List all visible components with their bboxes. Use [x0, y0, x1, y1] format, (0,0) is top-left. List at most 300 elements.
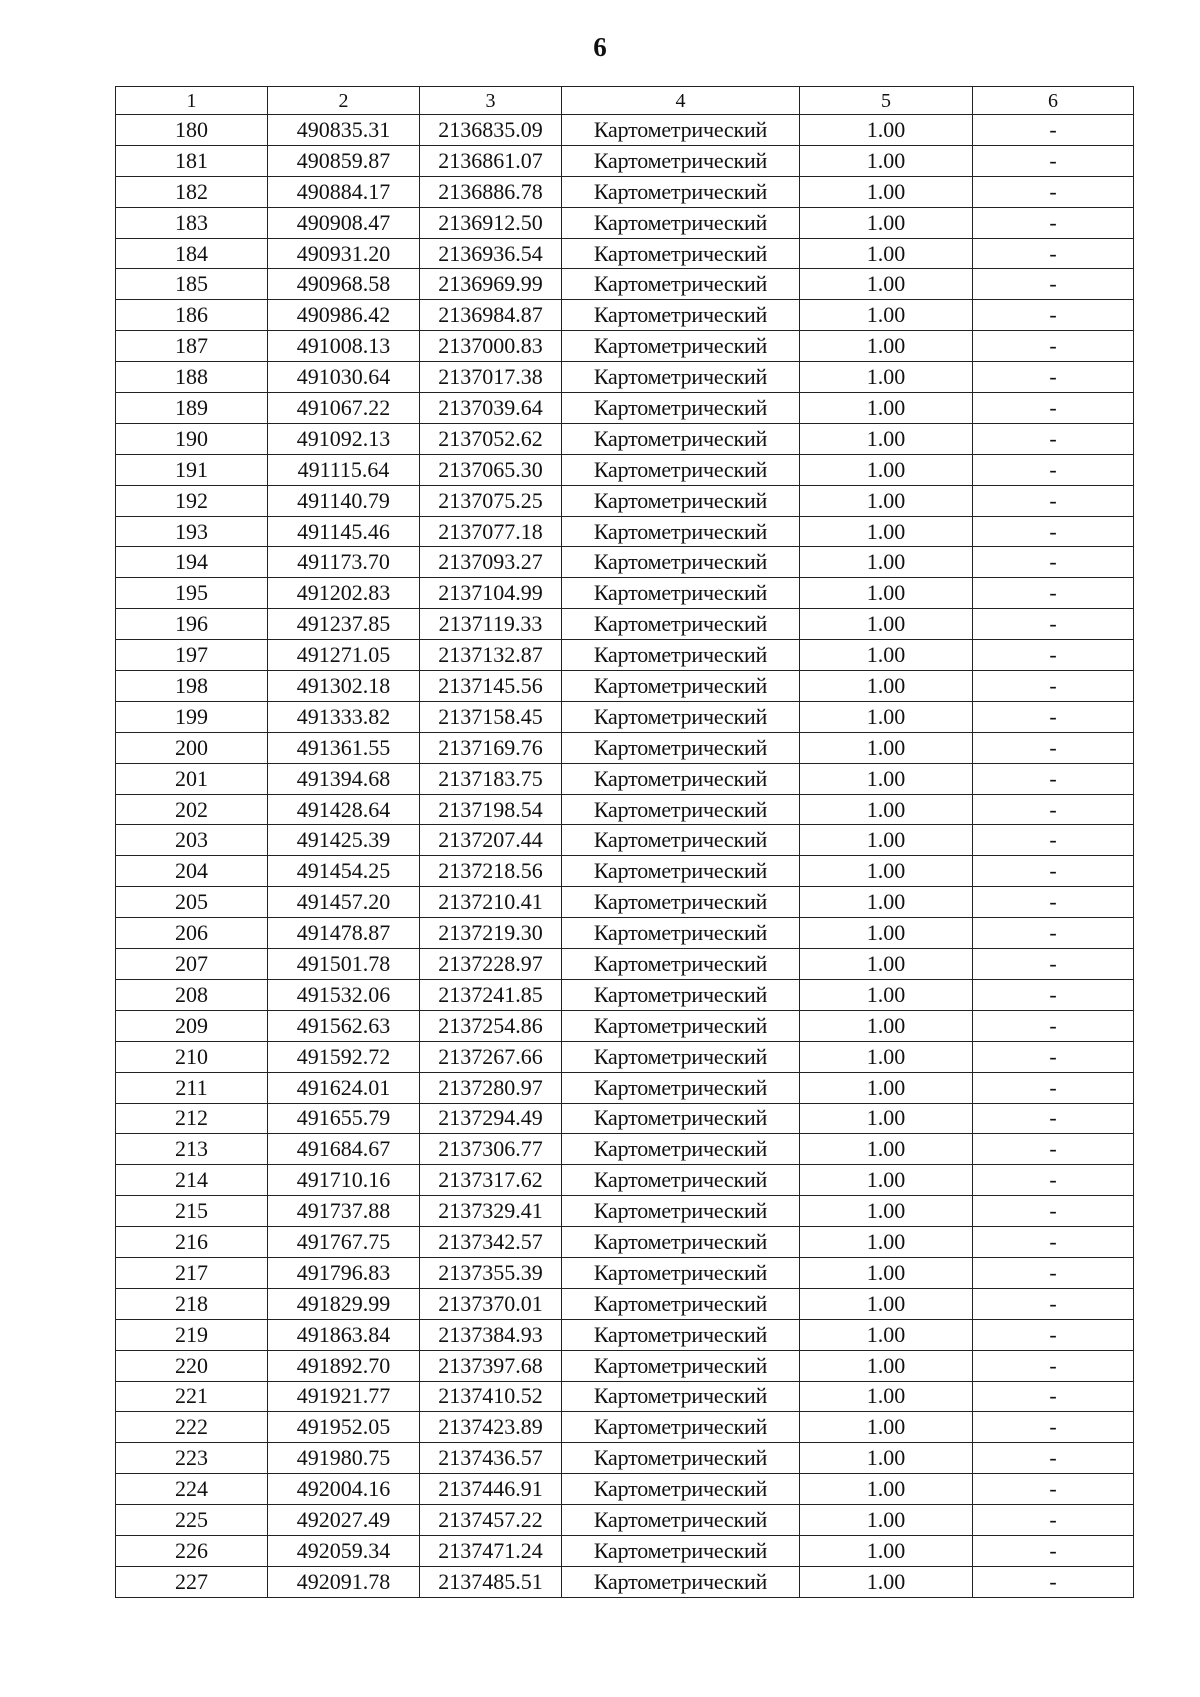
- note-cell: -: [973, 145, 1134, 176]
- note-cell: -: [973, 825, 1134, 856]
- y-coordinate-cell: 2137145.56: [420, 671, 562, 702]
- point-number-cell: 190: [116, 423, 268, 454]
- method-cell: Картометрический: [562, 1196, 800, 1227]
- note-cell: -: [973, 393, 1134, 424]
- table-row: [116, 115, 1134, 146]
- accuracy-cell: 1.00: [800, 1134, 973, 1165]
- note-cell: -: [973, 1010, 1134, 1041]
- x-coordinate-cell: 491655.79: [268, 1103, 420, 1134]
- point-number-cell: 193: [116, 516, 268, 547]
- x-coordinate-cell: 491710.16: [268, 1165, 420, 1196]
- table-row: [116, 207, 1134, 238]
- x-coordinate-cell: 491980.75: [268, 1443, 420, 1474]
- note-cell: -: [973, 1227, 1134, 1258]
- y-coordinate-cell: 2136912.50: [420, 207, 562, 238]
- table-row: [116, 269, 1134, 300]
- point-number-cell: 220: [116, 1350, 268, 1381]
- table-row: [116, 825, 1134, 856]
- table-row: [116, 794, 1134, 825]
- note-cell: -: [973, 979, 1134, 1010]
- table-row: [116, 918, 1134, 949]
- method-cell: Картометрический: [562, 1474, 800, 1505]
- table-header: [116, 87, 1134, 115]
- header-col-5: 5: [800, 87, 973, 115]
- note-cell: -: [973, 300, 1134, 331]
- y-coordinate-cell: 2137485.51: [420, 1566, 562, 1597]
- x-coordinate-cell: 490908.47: [268, 207, 420, 238]
- header-col-2: 2: [268, 87, 420, 115]
- note-cell: -: [973, 1381, 1134, 1412]
- table-body: [116, 115, 1134, 1598]
- point-number-cell: 223: [116, 1443, 268, 1474]
- x-coordinate-cell: 491737.88: [268, 1196, 420, 1227]
- page-number: 6: [593, 32, 607, 62]
- point-number-cell: 184: [116, 238, 268, 269]
- accuracy-cell: 1.00: [800, 1350, 973, 1381]
- x-coordinate-cell: 491140.79: [268, 485, 420, 516]
- accuracy-cell: 1.00: [800, 1288, 973, 1319]
- table-row: [116, 145, 1134, 176]
- note-cell: -: [973, 485, 1134, 516]
- table-row: [116, 1010, 1134, 1041]
- point-number-cell: 186: [116, 300, 268, 331]
- note-cell: -: [973, 949, 1134, 980]
- x-coordinate-cell: 491457.20: [268, 887, 420, 918]
- accuracy-cell: 1.00: [800, 362, 973, 393]
- point-number-cell: 198: [116, 671, 268, 702]
- accuracy-cell: 1.00: [800, 856, 973, 887]
- x-coordinate-cell: 491684.67: [268, 1134, 420, 1165]
- x-coordinate-cell: 491428.64: [268, 794, 420, 825]
- x-coordinate-cell: 491952.05: [268, 1412, 420, 1443]
- method-cell: Картометрический: [562, 1350, 800, 1381]
- accuracy-cell: 1.00: [800, 794, 973, 825]
- y-coordinate-cell: 2136969.99: [420, 269, 562, 300]
- note-cell: -: [973, 609, 1134, 640]
- header-col-4: 4: [562, 87, 800, 115]
- table-row: [116, 578, 1134, 609]
- note-cell: -: [973, 732, 1134, 763]
- y-coordinate-cell: 2137457.22: [420, 1505, 562, 1536]
- table-row: [116, 1350, 1134, 1381]
- table-row: [116, 979, 1134, 1010]
- point-number-cell: 204: [116, 856, 268, 887]
- note-cell: -: [973, 1505, 1134, 1536]
- y-coordinate-cell: 2136861.07: [420, 145, 562, 176]
- x-coordinate-cell: 490859.87: [268, 145, 420, 176]
- method-cell: Картометрический: [562, 825, 800, 856]
- note-cell: -: [973, 1566, 1134, 1597]
- x-coordinate-cell: 491145.46: [268, 516, 420, 547]
- y-coordinate-cell: 2137317.62: [420, 1165, 562, 1196]
- point-number-cell: 212: [116, 1103, 268, 1134]
- table-row: [116, 732, 1134, 763]
- y-coordinate-cell: 2137228.97: [420, 949, 562, 980]
- point-number-cell: 208: [116, 979, 268, 1010]
- x-coordinate-cell: 491067.22: [268, 393, 420, 424]
- point-number-cell: 203: [116, 825, 268, 856]
- x-coordinate-cell: 492027.49: [268, 1505, 420, 1536]
- method-cell: Картометрический: [562, 1257, 800, 1288]
- point-number-cell: 201: [116, 763, 268, 794]
- note-cell: -: [973, 269, 1134, 300]
- accuracy-cell: 1.00: [800, 1505, 973, 1536]
- method-cell: Картометрический: [562, 640, 800, 671]
- note-cell: -: [973, 516, 1134, 547]
- y-coordinate-cell: 2137342.57: [420, 1227, 562, 1258]
- point-number-cell: 202: [116, 794, 268, 825]
- note-cell: -: [973, 1474, 1134, 1505]
- table-row: [116, 454, 1134, 485]
- accuracy-cell: 1.00: [800, 145, 973, 176]
- method-cell: Картометрический: [562, 732, 800, 763]
- note-cell: -: [973, 794, 1134, 825]
- accuracy-cell: 1.00: [800, 176, 973, 207]
- table-row: [116, 1319, 1134, 1350]
- point-number-cell: 189: [116, 393, 268, 424]
- accuracy-cell: 1.00: [800, 1566, 973, 1597]
- point-number-cell: 225: [116, 1505, 268, 1536]
- y-coordinate-cell: 2137052.62: [420, 423, 562, 454]
- table-row: [116, 238, 1134, 269]
- table-row: [116, 640, 1134, 671]
- note-cell: -: [973, 1319, 1134, 1350]
- y-coordinate-cell: 2137075.25: [420, 485, 562, 516]
- table-row: [116, 1196, 1134, 1227]
- method-cell: Картометрический: [562, 1288, 800, 1319]
- method-cell: Картометрический: [562, 1227, 800, 1258]
- x-coordinate-cell: 492059.34: [268, 1535, 420, 1566]
- x-coordinate-cell: 490986.42: [268, 300, 420, 331]
- x-coordinate-cell: 490931.20: [268, 238, 420, 269]
- table-row: [116, 763, 1134, 794]
- x-coordinate-cell: 491829.99: [268, 1288, 420, 1319]
- accuracy-cell: 1.00: [800, 1381, 973, 1412]
- point-number-cell: 182: [116, 176, 268, 207]
- method-cell: Картометрический: [562, 578, 800, 609]
- method-cell: Картометрический: [562, 1103, 800, 1134]
- accuracy-cell: 1.00: [800, 207, 973, 238]
- y-coordinate-cell: 2137254.86: [420, 1010, 562, 1041]
- y-coordinate-cell: 2137132.87: [420, 640, 562, 671]
- table-row: [116, 1443, 1134, 1474]
- x-coordinate-cell: 491592.72: [268, 1041, 420, 1072]
- header-col-3: 3: [420, 87, 562, 115]
- point-number-cell: 214: [116, 1165, 268, 1196]
- note-cell: -: [973, 1350, 1134, 1381]
- table-row: [116, 547, 1134, 578]
- y-coordinate-cell: 2137198.54: [420, 794, 562, 825]
- x-coordinate-cell: 491863.84: [268, 1319, 420, 1350]
- note-cell: -: [973, 1196, 1134, 1227]
- accuracy-cell: 1.00: [800, 1196, 973, 1227]
- table-row: [116, 1072, 1134, 1103]
- note-cell: -: [973, 1072, 1134, 1103]
- table-row: [116, 300, 1134, 331]
- accuracy-cell: 1.00: [800, 115, 973, 146]
- x-coordinate-cell: 491921.77: [268, 1381, 420, 1412]
- method-cell: Картометрический: [562, 1566, 800, 1597]
- header-col-1: 1: [116, 87, 268, 115]
- accuracy-cell: 1.00: [800, 423, 973, 454]
- note-cell: -: [973, 1288, 1134, 1319]
- y-coordinate-cell: 2137017.38: [420, 362, 562, 393]
- x-coordinate-cell: 491796.83: [268, 1257, 420, 1288]
- accuracy-cell: 1.00: [800, 918, 973, 949]
- table-row: [116, 331, 1134, 362]
- table-row: [116, 393, 1134, 424]
- method-cell: Картометрический: [562, 300, 800, 331]
- point-number-cell: 222: [116, 1412, 268, 1443]
- y-coordinate-cell: 2137183.75: [420, 763, 562, 794]
- method-cell: Картометрический: [562, 331, 800, 362]
- method-cell: Картометрический: [562, 269, 800, 300]
- x-coordinate-cell: 491361.55: [268, 732, 420, 763]
- note-cell: -: [973, 671, 1134, 702]
- note-cell: -: [973, 207, 1134, 238]
- y-coordinate-cell: 2137423.89: [420, 1412, 562, 1443]
- point-number-cell: 209: [116, 1010, 268, 1041]
- x-coordinate-cell: 491030.64: [268, 362, 420, 393]
- table-row: [116, 1227, 1134, 1258]
- note-cell: -: [973, 423, 1134, 454]
- table-row: [116, 949, 1134, 980]
- method-cell: Картометрический: [562, 1412, 800, 1443]
- y-coordinate-cell: 2137104.99: [420, 578, 562, 609]
- y-coordinate-cell: 2137119.33: [420, 609, 562, 640]
- x-coordinate-cell: 491478.87: [268, 918, 420, 949]
- method-cell: Картометрический: [562, 609, 800, 640]
- x-coordinate-cell: 491532.06: [268, 979, 420, 1010]
- table-row: [116, 1381, 1134, 1412]
- x-coordinate-cell: 491333.82: [268, 701, 420, 732]
- accuracy-cell: 1.00: [800, 485, 973, 516]
- x-coordinate-cell: 491892.70: [268, 1350, 420, 1381]
- table-row: [116, 1165, 1134, 1196]
- point-number-cell: 219: [116, 1319, 268, 1350]
- point-number-cell: 218: [116, 1288, 268, 1319]
- y-coordinate-cell: 2137241.85: [420, 979, 562, 1010]
- x-coordinate-cell: 492091.78: [268, 1566, 420, 1597]
- accuracy-cell: 1.00: [800, 300, 973, 331]
- accuracy-cell: 1.00: [800, 979, 973, 1010]
- accuracy-cell: 1.00: [800, 547, 973, 578]
- accuracy-cell: 1.00: [800, 1072, 973, 1103]
- table-row: [116, 856, 1134, 887]
- x-coordinate-cell: 491115.64: [268, 454, 420, 485]
- method-cell: Картометрический: [562, 949, 800, 980]
- accuracy-cell: 1.00: [800, 516, 973, 547]
- note-cell: -: [973, 1412, 1134, 1443]
- method-cell: Картометрический: [562, 763, 800, 794]
- note-cell: -: [973, 1443, 1134, 1474]
- point-number-cell: 192: [116, 485, 268, 516]
- x-coordinate-cell: 490835.31: [268, 115, 420, 146]
- method-cell: Картометрический: [562, 1535, 800, 1566]
- point-number-cell: 199: [116, 701, 268, 732]
- y-coordinate-cell: 2137410.52: [420, 1381, 562, 1412]
- method-cell: Картометрический: [562, 176, 800, 207]
- accuracy-cell: 1.00: [800, 1474, 973, 1505]
- note-cell: -: [973, 331, 1134, 362]
- accuracy-cell: 1.00: [800, 1041, 973, 1072]
- accuracy-cell: 1.00: [800, 454, 973, 485]
- note-cell: -: [973, 547, 1134, 578]
- point-number-cell: 191: [116, 454, 268, 485]
- y-coordinate-cell: 2137370.01: [420, 1288, 562, 1319]
- note-cell: -: [973, 1041, 1134, 1072]
- note-cell: -: [973, 176, 1134, 207]
- table-row: [116, 516, 1134, 547]
- note-cell: -: [973, 701, 1134, 732]
- y-coordinate-cell: 2137093.27: [420, 547, 562, 578]
- point-number-cell: 200: [116, 732, 268, 763]
- accuracy-cell: 1.00: [800, 825, 973, 856]
- method-cell: Картометрический: [562, 362, 800, 393]
- accuracy-cell: 1.00: [800, 1103, 973, 1134]
- point-number-cell: 224: [116, 1474, 268, 1505]
- point-number-cell: 181: [116, 145, 268, 176]
- note-cell: -: [973, 1165, 1134, 1196]
- method-cell: Картометрический: [562, 1072, 800, 1103]
- x-coordinate-cell: 491237.85: [268, 609, 420, 640]
- point-number-cell: 217: [116, 1257, 268, 1288]
- note-cell: -: [973, 115, 1134, 146]
- x-coordinate-cell: 491092.13: [268, 423, 420, 454]
- accuracy-cell: 1.00: [800, 1010, 973, 1041]
- table-row: [116, 1288, 1134, 1319]
- method-cell: Картометрический: [562, 207, 800, 238]
- point-number-cell: 207: [116, 949, 268, 980]
- accuracy-cell: 1.00: [800, 1257, 973, 1288]
- table-row: [116, 887, 1134, 918]
- method-cell: Картометрический: [562, 794, 800, 825]
- x-coordinate-cell: 490884.17: [268, 176, 420, 207]
- point-number-cell: 197: [116, 640, 268, 671]
- point-number-cell: 195: [116, 578, 268, 609]
- accuracy-cell: 1.00: [800, 887, 973, 918]
- method-cell: Картометрический: [562, 1443, 800, 1474]
- point-number-cell: 206: [116, 918, 268, 949]
- x-coordinate-cell: 491302.18: [268, 671, 420, 702]
- accuracy-cell: 1.00: [800, 949, 973, 980]
- x-coordinate-cell: 491271.05: [268, 640, 420, 671]
- point-number-cell: 221: [116, 1381, 268, 1412]
- header-col-6: 6: [973, 87, 1134, 115]
- accuracy-cell: 1.00: [800, 671, 973, 702]
- accuracy-cell: 1.00: [800, 732, 973, 763]
- x-coordinate-cell: 491454.25: [268, 856, 420, 887]
- y-coordinate-cell: 2137065.30: [420, 454, 562, 485]
- table-row: [116, 423, 1134, 454]
- note-cell: -: [973, 1535, 1134, 1566]
- method-cell: Картометрический: [562, 423, 800, 454]
- x-coordinate-cell: 491425.39: [268, 825, 420, 856]
- x-coordinate-cell: 491202.83: [268, 578, 420, 609]
- method-cell: Картометрический: [562, 238, 800, 269]
- accuracy-cell: 1.00: [800, 1319, 973, 1350]
- x-coordinate-cell: 491562.63: [268, 1010, 420, 1041]
- y-coordinate-cell: 2137000.83: [420, 331, 562, 362]
- note-cell: -: [973, 578, 1134, 609]
- note-cell: -: [973, 640, 1134, 671]
- y-coordinate-cell: 2137267.66: [420, 1041, 562, 1072]
- method-cell: Картометрический: [562, 856, 800, 887]
- method-cell: Картометрический: [562, 547, 800, 578]
- table-row: [116, 362, 1134, 393]
- method-cell: Картометрический: [562, 485, 800, 516]
- method-cell: Картометрический: [562, 1505, 800, 1536]
- table-row: [116, 1412, 1134, 1443]
- x-coordinate-cell: 491394.68: [268, 763, 420, 794]
- accuracy-cell: 1.00: [800, 609, 973, 640]
- point-number-cell: 215: [116, 1196, 268, 1227]
- accuracy-cell: 1.00: [800, 640, 973, 671]
- note-cell: -: [973, 454, 1134, 485]
- accuracy-cell: 1.00: [800, 701, 973, 732]
- method-cell: Картометрический: [562, 979, 800, 1010]
- accuracy-cell: 1.00: [800, 269, 973, 300]
- x-coordinate-cell: 491173.70: [268, 547, 420, 578]
- y-coordinate-cell: 2137306.77: [420, 1134, 562, 1165]
- y-coordinate-cell: 2137039.64: [420, 393, 562, 424]
- point-number-cell: 194: [116, 547, 268, 578]
- point-number-cell: 187: [116, 331, 268, 362]
- accuracy-cell: 1.00: [800, 393, 973, 424]
- x-coordinate-cell: 491008.13: [268, 331, 420, 362]
- point-number-cell: 185: [116, 269, 268, 300]
- table-row: [116, 609, 1134, 640]
- y-coordinate-cell: 2137219.30: [420, 918, 562, 949]
- y-coordinate-cell: 2137218.56: [420, 856, 562, 887]
- method-cell: Картометрический: [562, 1041, 800, 1072]
- method-cell: Картометрический: [562, 1010, 800, 1041]
- point-number-cell: 227: [116, 1566, 268, 1597]
- x-coordinate-cell: 492004.16: [268, 1474, 420, 1505]
- header-row: [116, 87, 1134, 115]
- method-cell: Картометрический: [562, 1381, 800, 1412]
- method-cell: Картометрический: [562, 1319, 800, 1350]
- accuracy-cell: 1.00: [800, 1227, 973, 1258]
- y-coordinate-cell: 2137077.18: [420, 516, 562, 547]
- table-row: [116, 485, 1134, 516]
- note-cell: -: [973, 1257, 1134, 1288]
- table-row: [116, 1474, 1134, 1505]
- accuracy-cell: 1.00: [800, 331, 973, 362]
- y-coordinate-cell: 2137294.49: [420, 1103, 562, 1134]
- y-coordinate-cell: 2137355.39: [420, 1257, 562, 1288]
- y-coordinate-cell: 2137446.91: [420, 1474, 562, 1505]
- y-coordinate-cell: 2137210.41: [420, 887, 562, 918]
- note-cell: -: [973, 887, 1134, 918]
- method-cell: Картометрический: [562, 516, 800, 547]
- y-coordinate-cell: 2136984.87: [420, 300, 562, 331]
- point-number-cell: 216: [116, 1227, 268, 1258]
- method-cell: Картометрический: [562, 393, 800, 424]
- y-coordinate-cell: 2137158.45: [420, 701, 562, 732]
- table-row: [116, 1103, 1134, 1134]
- method-cell: Картометрический: [562, 454, 800, 485]
- y-coordinate-cell: 2137436.57: [420, 1443, 562, 1474]
- method-cell: Картометрический: [562, 1165, 800, 1196]
- note-cell: -: [973, 1134, 1134, 1165]
- accuracy-cell: 1.00: [800, 578, 973, 609]
- table-row: [116, 1505, 1134, 1536]
- note-cell: -: [973, 918, 1134, 949]
- coordinates-table: [115, 86, 1134, 1598]
- point-number-cell: 188: [116, 362, 268, 393]
- accuracy-cell: 1.00: [800, 763, 973, 794]
